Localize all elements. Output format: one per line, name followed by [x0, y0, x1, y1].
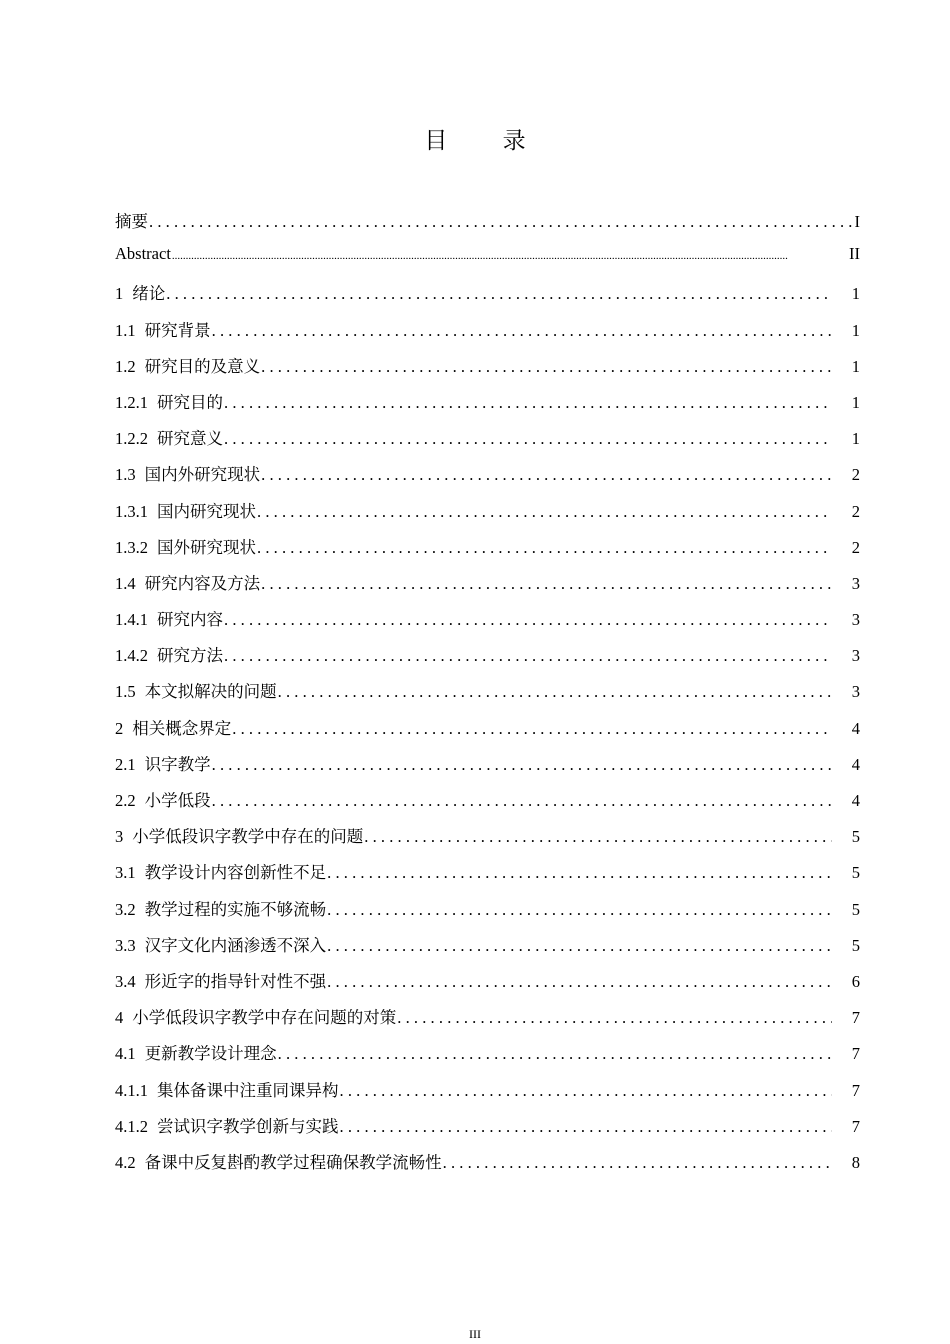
toc-page-number: 3: [851, 646, 860, 666]
section-number: 1.3.1: [115, 501, 148, 521]
toc-entry-label: 4.1.1 集体备课中注重同课异构: [115, 1080, 339, 1100]
dot-leader: [224, 429, 832, 449]
toc-entry[interactable]: [115, 498, 860, 534]
toc-page-number: 5: [851, 935, 860, 955]
toc-entry[interactable]: [115, 606, 860, 642]
toc-entry-label: 4 小学低段识字教学中存在问题的对策: [115, 1008, 397, 1028]
dot-leader: [327, 972, 832, 992]
toc-page-number: 1: [851, 356, 860, 376]
section-number: 1.2.1: [115, 392, 148, 412]
toc-entry-label: 1.3.1 国内研究现状: [115, 501, 256, 521]
section-number: 3.1: [115, 863, 136, 883]
toc-entry-label: 1.4.1 研究内容: [115, 610, 223, 630]
toc-entry[interactable]: [115, 461, 860, 497]
toc-page-number: 1: [851, 429, 860, 449]
toc-entry[interactable]: [115, 896, 860, 932]
dot-leader: [224, 610, 832, 630]
dot-leader: [212, 791, 832, 811]
section-number: 1.4.2: [115, 646, 148, 666]
toc-entry-label: 2.2 小学低段: [115, 791, 211, 810]
section-number: 4: [115, 1008, 124, 1028]
section-number: 1.2: [115, 356, 136, 376]
toc-entry[interactable]: [115, 932, 860, 968]
toc-page-number: I: [854, 212, 860, 231]
dot-leader: [261, 574, 832, 594]
dot-leader: [340, 1081, 833, 1101]
toc-page-number: 4: [851, 791, 860, 810]
toc-entry-label: 1.2.2 研究意义: [115, 429, 223, 449]
dot-leader: [166, 284, 832, 304]
section-number: 4.2: [115, 1152, 136, 1172]
toc-page-number: 7: [851, 1080, 860, 1100]
toc-page-number: 5: [851, 827, 860, 847]
toc-entry-label: 3 小学低段识字教学中存在的问题: [115, 827, 364, 847]
toc-page-number: 2: [851, 465, 860, 485]
toc-entry[interactable]: [115, 1149, 860, 1185]
toc-entry-label: 3.3 汉字文化内涵渗透不深入: [115, 935, 327, 955]
section-number: 4.1.2: [115, 1116, 148, 1136]
dot-leader: [261, 465, 832, 485]
footer-page-number: III: [469, 1327, 481, 1341]
dot-leader: [340, 1117, 833, 1137]
toc-entry[interactable]: [115, 353, 860, 389]
toc-entry[interactable]: [115, 787, 860, 823]
toc-entry-label: 4.1 更新教学设计理念: [115, 1044, 277, 1064]
toc-entry-label: 1.2.1 研究目的: [115, 392, 223, 412]
section-number: 3.3: [115, 935, 136, 955]
toc-entry[interactable]: [115, 751, 860, 787]
toc-entry-label: 4.2 备课中反复斟酌教学过程确保教学流畅性: [115, 1152, 442, 1172]
section-number: 1.4: [115, 573, 136, 593]
dot-leader: [212, 755, 832, 775]
toc-entry-label: 1.3 国内外研究现状: [115, 465, 261, 485]
section-number: 4.1: [115, 1044, 136, 1064]
toc-entry-label: 2 相关概念界定: [115, 718, 232, 738]
toc-page-number: II: [849, 244, 860, 264]
toc-entry-label: 3.4 形近字的指导针对性不强: [115, 971, 327, 991]
toc-entry-label: 3.2 教学过程的实施不够流畅: [115, 899, 327, 919]
toc-entry-label: 2.1 识字教学: [115, 754, 211, 774]
toc-entry[interactable]: [115, 678, 860, 714]
toc-entry[interactable]: [115, 859, 860, 895]
toc-page-number: 4: [851, 718, 860, 738]
toc-page-number: 5: [851, 863, 860, 883]
toc-page-number: 7: [851, 1044, 860, 1064]
section-number: 3.4: [115, 971, 136, 991]
toc-entry[interactable]: [115, 534, 860, 570]
toc-page-number: 8: [851, 1152, 860, 1172]
toc-entry[interactable]: [115, 317, 860, 353]
toc-page-number: 7: [851, 1116, 860, 1136]
toc-entry[interactable]: [115, 823, 860, 859]
toc-entry[interactable]: [115, 1004, 860, 1040]
toc-entry-label: 1.4 研究内容及方法: [115, 573, 261, 593]
toc-page-number: 1: [851, 392, 860, 412]
toc-entry[interactable]: [115, 1113, 860, 1149]
dot-leader: [327, 863, 832, 883]
toc-entry[interactable]: [115, 715, 860, 751]
section-number: 2: [115, 718, 124, 738]
dot-leader: [224, 393, 832, 413]
toc-entry-label: 1.4.2 研究方法: [115, 646, 223, 666]
dot-leader: [278, 1044, 832, 1064]
section-number: 3: [115, 827, 124, 847]
toc-entry-label: 1.1 研究背景: [115, 320, 211, 340]
toc-page-number: 4: [851, 754, 860, 774]
toc-entry[interactable]: [115, 1040, 860, 1076]
page-title: 目 录: [424, 128, 550, 154]
toc-entry[interactable]: [115, 642, 860, 678]
toc-entry-label: 1.2 研究目的及意义: [115, 356, 261, 376]
dot-leader: [397, 1008, 832, 1028]
toc-page-number: 5: [851, 899, 860, 919]
toc-entry-label: 1 绪论: [115, 284, 166, 304]
toc-page-number: 7: [851, 1008, 860, 1028]
toc-page-number: 1: [851, 284, 860, 304]
toc-entry-label: 4.1.2 尝试识字教学创新与实践: [115, 1116, 339, 1136]
dot-leader: [224, 646, 832, 666]
toc-page-number: 6: [851, 971, 860, 991]
toc-entry-label: Abstract: [115, 244, 171, 264]
toc-entry-abstract-cn[interactable]: [115, 208, 860, 244]
toc-entry[interactable]: [115, 1077, 860, 1113]
dot-leader: [327, 936, 832, 956]
toc-entry-label: 1.5 本文拟解决的问题: [115, 682, 277, 702]
dot-leader: [212, 321, 832, 341]
toc-entry[interactable]: [115, 968, 860, 1004]
section-number: 1.2.2: [115, 429, 148, 449]
toc-entry[interactable]: [115, 389, 860, 425]
dot-leader: [443, 1153, 832, 1173]
section-number: 1.5: [115, 682, 136, 702]
section-number: 3.2: [115, 899, 136, 919]
toc-page-number: 3: [851, 573, 860, 593]
dot-leader: [327, 900, 832, 920]
section-number: 1.4.1: [115, 610, 148, 630]
dot-leader: [257, 502, 832, 522]
section-number: 2.2: [115, 791, 136, 810]
section-number: 1: [115, 284, 124, 304]
toc-page-number: 1: [851, 320, 860, 340]
section-number: 1.3.2: [115, 537, 148, 557]
toc-page-number: 2: [851, 501, 860, 521]
dot-leader: [257, 538, 832, 558]
toc-entry[interactable]: [115, 570, 860, 606]
toc-entry[interactable]: [115, 425, 860, 461]
toc-entry-label: 摘要: [115, 212, 148, 231]
section-number: 1.3: [115, 465, 136, 485]
dot-leader: [261, 357, 832, 377]
section-number: 1.1: [115, 320, 136, 340]
toc-entry[interactable]: [115, 280, 860, 316]
toc-entry-abstract-en[interactable]: [115, 244, 860, 280]
dot-leader: [232, 719, 832, 739]
toc-entry-label: 3.1 教学设计内容创新性不足: [115, 863, 327, 883]
toc-entry-label: 1.3.2 国外研究现状: [115, 537, 256, 557]
toc-page-number: 3: [851, 682, 860, 702]
section-number: 4.1.1: [115, 1080, 148, 1100]
section-number: 2.1: [115, 754, 136, 774]
dot-leader: [364, 827, 832, 847]
table-of-contents: [115, 208, 860, 1185]
toc-page-number: 2: [851, 537, 860, 557]
dot-leader: [172, 250, 847, 262]
toc-page-number: 3: [851, 610, 860, 630]
dot-leader: [149, 212, 853, 232]
dot-leader: [278, 682, 832, 702]
